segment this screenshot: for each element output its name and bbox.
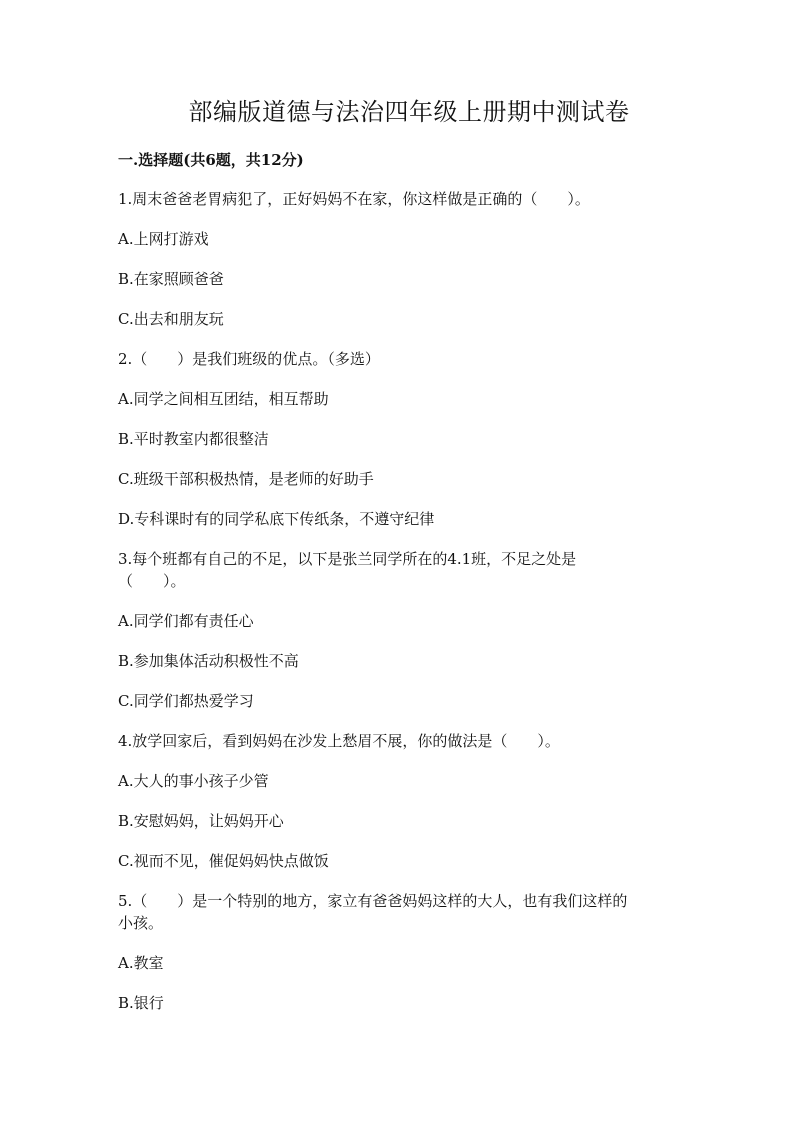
question-4-option-a: A.大人的事小孩子少管 bbox=[118, 772, 269, 790]
question-2-option-c: C.班级干部积极热情，是老师的好助手 bbox=[118, 470, 374, 488]
question-4-text: 4.放学回家后，看到妈妈在沙发上愁眉不展，你的做法是（ ）。 bbox=[118, 732, 560, 750]
question-5-text-line-1: 5.（ ）是一个特别的地方，家立有爸爸妈妈这样的大人，也有我们这样的 bbox=[118, 892, 628, 910]
question-5-option-a: A.教室 bbox=[118, 954, 164, 972]
question-4-option-c: C.视而不见，催促妈妈快点做饭 bbox=[118, 852, 329, 870]
document-title: 部编版道德与法治四年级上册期中测试卷 bbox=[188, 98, 630, 126]
question-5-text-line-2: 小孩。 bbox=[118, 914, 164, 932]
question-4 bbox=[118, 730, 700, 872]
question-3-option-b: B.参加集体活动积极性不高 bbox=[118, 652, 299, 670]
question-3 bbox=[118, 548, 700, 712]
question-2-option-b: B.平时教室内都很整洁 bbox=[118, 430, 269, 448]
question-3-option-a: A.同学们都有责任心 bbox=[118, 612, 254, 630]
question-5-text bbox=[118, 890, 700, 934]
question-3-text bbox=[118, 548, 700, 592]
question-1-text: 1.周末爸爸老胃病犯了，正好妈妈不在家，你这样做是正确的（ ）。 bbox=[118, 190, 590, 208]
question-2-option-a: A.同学之间相互团结，相互帮助 bbox=[118, 390, 329, 408]
question-1-option-a: A.上网打游戏 bbox=[118, 230, 209, 248]
question-2 bbox=[118, 348, 700, 530]
question-3-text-line-1: 3.每个班都有自己的不足，以下是张兰同学所在的4.1班，不足之处是 bbox=[118, 550, 577, 568]
question-1-option-c: C.出去和朋友玩 bbox=[118, 310, 224, 328]
question-1-option-b: B.在家照顾爸爸 bbox=[118, 270, 224, 288]
section-title: 一.选择题(共6题，共12分) bbox=[118, 151, 304, 169]
question-2-text: 2.（ ）是我们班级的优点。（多选） bbox=[118, 350, 380, 368]
question-1 bbox=[118, 188, 700, 330]
question-5 bbox=[118, 890, 700, 1014]
question-5-option-b: B.银行 bbox=[118, 994, 164, 1012]
question-4-option-b: B.安慰妈妈，让妈妈开心 bbox=[118, 812, 284, 830]
question-2-option-d: D.专科课时有的同学私底下传纸条，不遵守纪律 bbox=[118, 510, 435, 528]
question-3-text-line-2: （ ）。 bbox=[118, 572, 186, 590]
question-3-option-c: C.同学们都热爱学习 bbox=[118, 692, 254, 710]
